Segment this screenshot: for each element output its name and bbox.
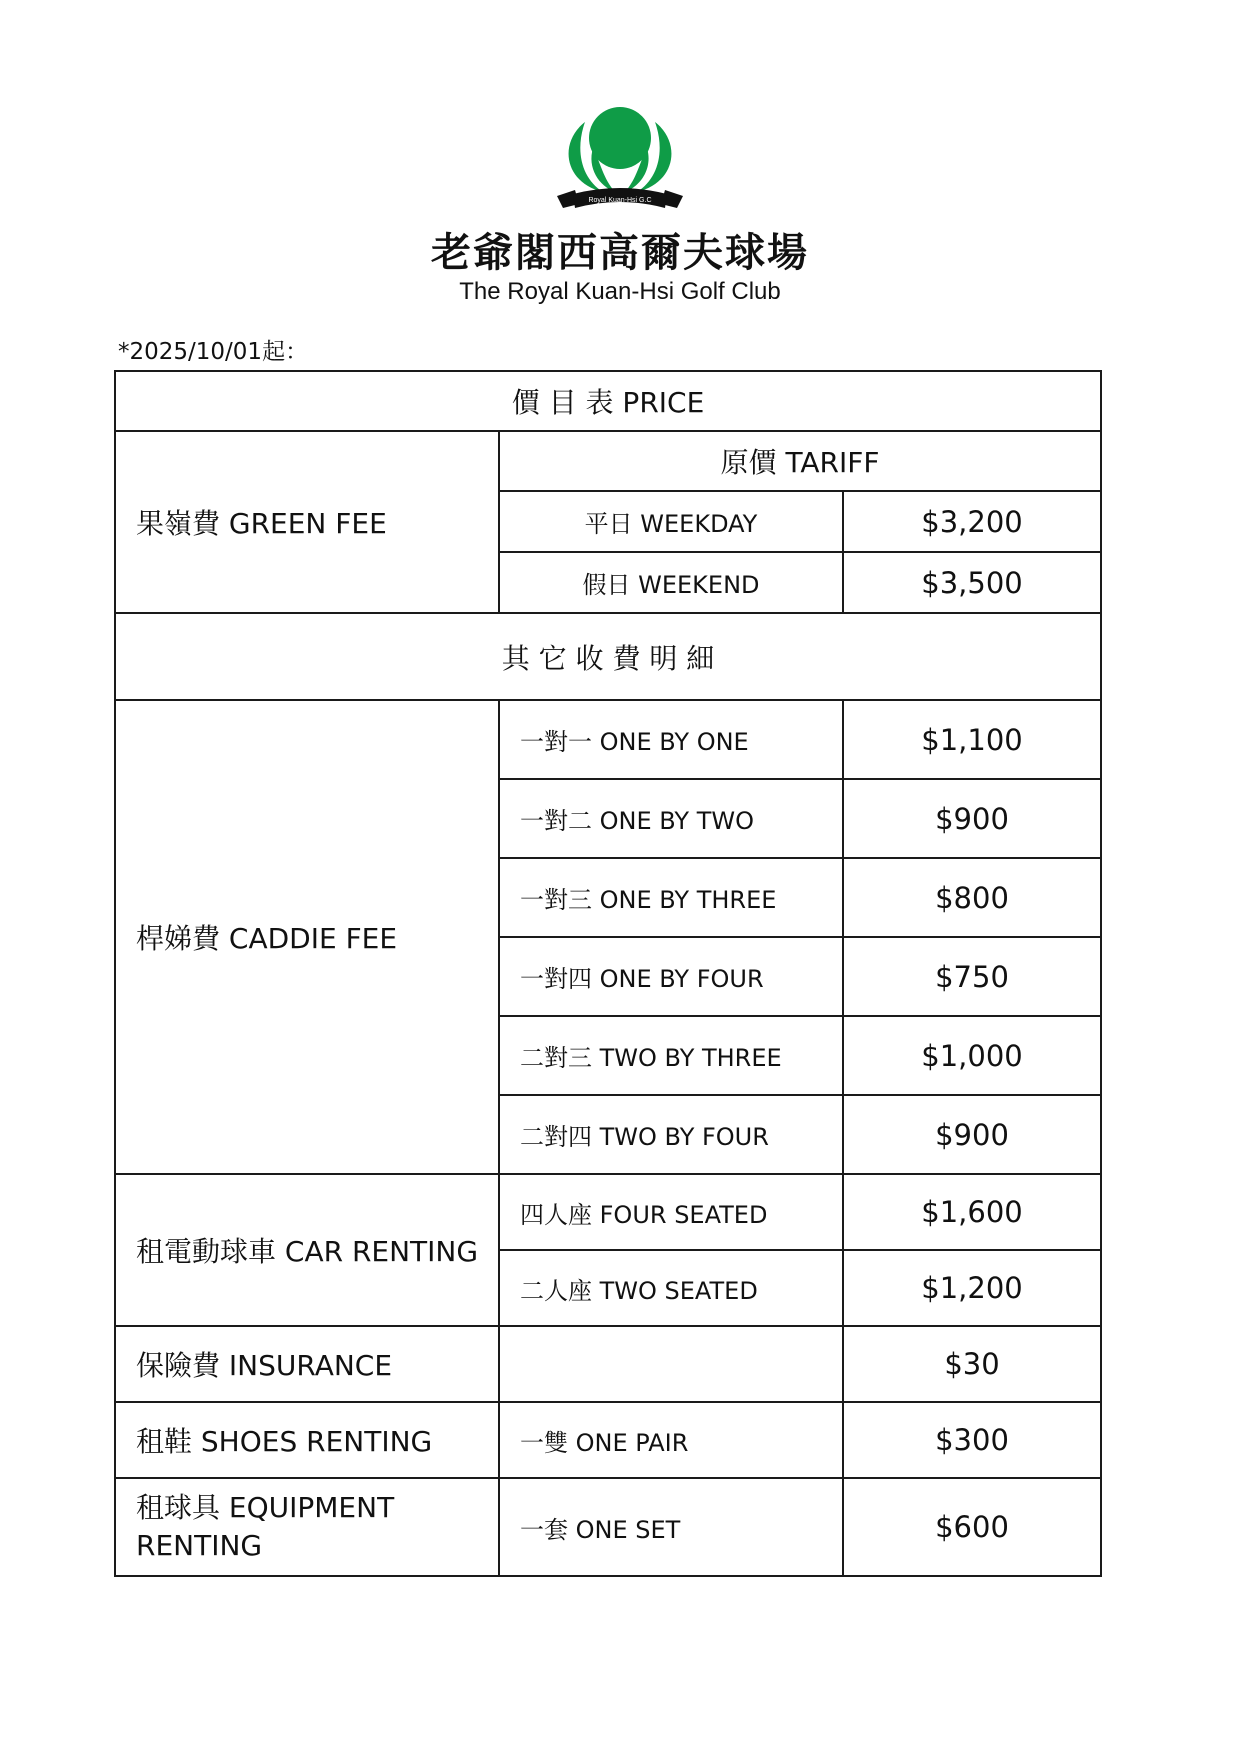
logo-badge-text: Royal Kuan-Hsi G.C — [588, 197, 652, 204]
car-option-label: 四人座 FOUR SEATED — [499, 1174, 843, 1250]
effective-date: *2025/10/01起： — [118, 339, 309, 365]
caddie-option-label: 一對四 ONE BY FOUR — [499, 937, 843, 1016]
car-option-label: 二人座 TWO SEATED — [499, 1250, 843, 1326]
table-row — [115, 1326, 1101, 1402]
caddie-option-label: 一對三 ONE BY THREE — [499, 858, 843, 937]
table-row — [115, 1478, 1101, 1576]
club-logo — [0, 100, 1240, 306]
shoes-renting-label: 租鞋 SHOES RENTING — [115, 1402, 499, 1478]
golf-ball-emblem-icon — [555, 100, 685, 218]
caddie-fee-label: 桿娣費 CADDIE FEE — [115, 700, 499, 1174]
equipment-renting-label: 租球具 EQUIPMENT RENTING — [115, 1478, 499, 1576]
caddie-option-price: $800 — [843, 858, 1101, 937]
weekend-label: 假日 WEEKEND — [499, 552, 843, 613]
tariff-header: 原價 TARIFF — [499, 431, 1101, 491]
car-option-price: $1,600 — [843, 1174, 1101, 1250]
caddie-option-label: 一對一 ONE BY ONE — [499, 700, 843, 779]
caddie-option-price: $750 — [843, 937, 1101, 1016]
weekend-price: $3,500 — [843, 552, 1101, 613]
weekday-price: $3,200 — [843, 491, 1101, 552]
equipment-detail: 一套 ONE SET — [499, 1478, 843, 1576]
club-name-cn: 老爺閣西高爾夫球場 — [431, 229, 809, 276]
club-name-en: The Royal Kuan-Hsi Golf Club — [459, 278, 781, 305]
table-title: 價 目 表 PRICE — [115, 371, 1101, 431]
insurance-label: 保險費 INSURANCE — [115, 1326, 499, 1402]
caddie-option-price: $1,000 — [843, 1016, 1101, 1095]
caddie-option-label: 二對四 TWO BY FOUR — [499, 1095, 843, 1174]
other-fees-header: 其 它 收 費 明 細 — [115, 613, 1101, 700]
table-row — [115, 1174, 1101, 1250]
weekday-label: 平日 WEEKDAY — [499, 491, 843, 552]
car-renting-label: 租電動球車 CAR RENTING — [115, 1174, 499, 1326]
car-option-price: $1,200 — [843, 1250, 1101, 1326]
table-title-row — [115, 371, 1101, 431]
caddie-option-price: $900 — [843, 1095, 1101, 1174]
insurance-price: $30 — [843, 1326, 1101, 1402]
insurance-detail — [499, 1326, 843, 1402]
caddie-option-price: $1,100 — [843, 700, 1101, 779]
green-fee-header-row — [115, 431, 1101, 491]
other-fees-header-row — [115, 613, 1101, 700]
shoes-price: $300 — [843, 1402, 1101, 1478]
caddie-option-price: $900 — [843, 779, 1101, 858]
price-table — [114, 370, 1102, 1577]
equipment-price: $600 — [843, 1478, 1101, 1576]
green-fee-label: 果嶺費 GREEN FEE — [115, 431, 499, 613]
table-row — [115, 700, 1101, 779]
caddie-option-label: 一對二 ONE BY TWO — [499, 779, 843, 858]
caddie-option-label: 二對三 TWO BY THREE — [499, 1016, 843, 1095]
table-row — [115, 1402, 1101, 1478]
shoes-detail: 一雙 ONE PAIR — [499, 1402, 843, 1478]
